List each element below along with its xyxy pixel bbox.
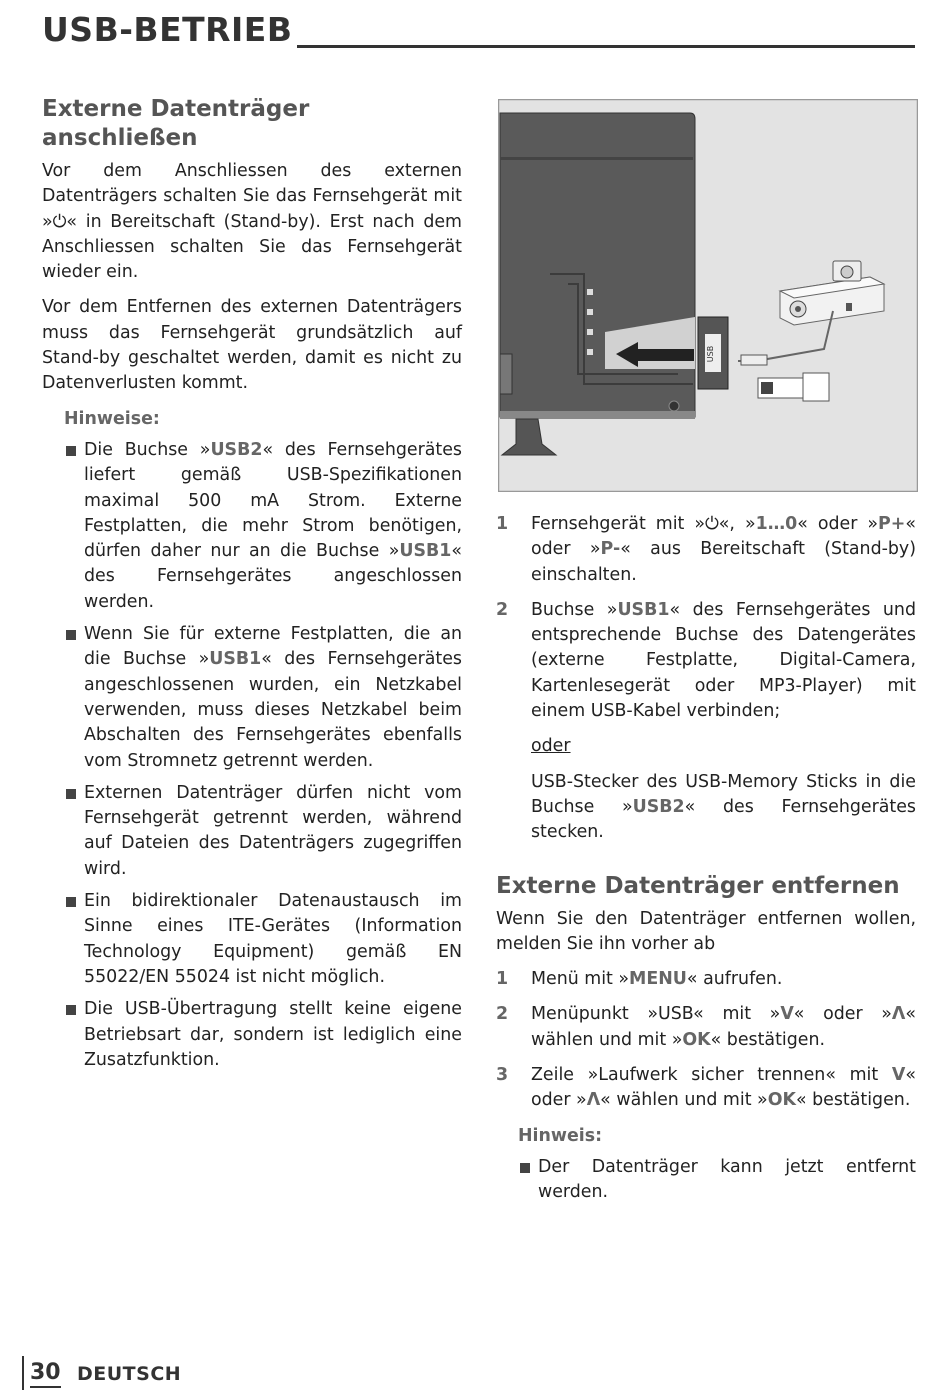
paragraph-remove-intro: Wenn Sie den Datenträger entfernen wollen, melden Sie ihn vorher ab xyxy=(496,908,916,954)
note-list xyxy=(496,1155,916,1206)
notes-list xyxy=(42,438,462,1073)
notes-label: Hinweise: xyxy=(64,408,160,429)
section-heading-remove: Externe Datenträger entfernen xyxy=(496,872,900,899)
note-item: Wenn Sie für externe Festplatten, die an die Buchse »USB1« des Fernsehgerätes angeschlossenen wurden, ein Netzkabel verwenden, muss dieses Netzkabel beim Abschalten des Fernsehgerätes ebenfalls vom Stromnetz getrennt werden. xyxy=(64,622,462,774)
note-label: Hinweis: xyxy=(518,1125,603,1146)
usb-port-label: USB xyxy=(706,345,715,363)
note-item: Die USB-Übertragung stellt keine eigene Betriebsart dar, sondern ist lediglich eine Zusatzfunktion. xyxy=(64,997,462,1073)
paragraph-remove: Vor dem Entfernen des externen Datenträgers muss das Fernsehgerät grundsätzlich auf Stand-by geschaltet werden, damit es nicht zu Datenverlusten kommt. xyxy=(42,297,462,394)
footer-bar xyxy=(22,1356,24,1390)
step-item: 2 Buchse »USB1« des Fernsehgerätes und entsprechende Buchse des Datengerätes (externe Festplatte, Digital-Camera, Kartenlesegerät oder MP3-Player) mit einem USB-Kabel verbinden; xyxy=(496,599,916,722)
page-title: USB-BETRIEB xyxy=(42,10,297,50)
note-item: Externen Datenträger dürfen nicht vom Fernsehgerät getrennt werden, während auf Dateien des Datenträgers zugegriffen wird. xyxy=(64,781,462,882)
step-item: 2 Menüpunkt »USB« mit »V« oder »Λ« wählen und mit »OK« bestätigen. xyxy=(496,1004,916,1050)
note-item: Die Buchse »USB2« des Fernsehgerätes liefert gemäß USB-Spezifikationen maximal 500 mA Strom. Externe Festplatten, die mehr Strom benötigen, dürfen daher nur an die Buchse »USB1« des Fernsehgerätes angeschlossen werden. xyxy=(64,438,462,615)
bullet-square-icon xyxy=(66,1005,76,1015)
remove-steps xyxy=(496,967,916,1113)
connect-steps xyxy=(496,512,916,724)
page-number: 30 xyxy=(30,1360,61,1388)
bullet-square-icon xyxy=(520,1163,530,1173)
step-item: 3 Zeile »Laufwerk sicher trennen« mit V« oder »Λ« wählen und mit »OK« bestätigen. xyxy=(496,1065,916,1111)
usb-connection-illustration xyxy=(498,99,918,492)
right-column xyxy=(496,512,916,1213)
note-item: Der Datenträger kann jetzt entfernt werden. xyxy=(518,1155,916,1206)
left-column xyxy=(42,95,462,1080)
bullet-square-icon xyxy=(66,446,76,456)
bullet-square-icon xyxy=(66,897,76,907)
oder-label: oder xyxy=(531,736,571,757)
page-header xyxy=(42,10,915,50)
language-label: DEUTSCH xyxy=(77,1363,182,1385)
section-heading-connect: Externe Datenträger anschließen xyxy=(42,96,310,151)
bullet-square-icon xyxy=(66,630,76,640)
note-item: Ein bidirektionaler Datenaustausch im Sinne eines ITE-Gerätes (Information Technology Equipment) gemäß EN 55022/EN 55024 ist nicht möglich. xyxy=(64,889,462,990)
paragraph-connect: Vor dem Anschliessen des externen Datenträgers schalten Sie das Fernsehgerät mit »⏻« in Bereitschaft (Stand-by). Erst nach dem Anschliessen schalten Sie das Fernsehgerät wieder ein. xyxy=(42,161,462,283)
step-item: 1 Menü mit »MENU« aufrufen. xyxy=(496,969,783,990)
step-item: 1 Fernsehgerät mit »⏻«, »1…0« oder »P+« oder »P-« aus Bereitschaft (Stand-by) einschalten. xyxy=(496,514,916,585)
step2-alternative: USB-Stecker des USB-Memory Sticks in die Buchse »USB2« des Fernsehgerätes stecken. xyxy=(531,771,916,843)
bullet-square-icon xyxy=(66,789,76,799)
